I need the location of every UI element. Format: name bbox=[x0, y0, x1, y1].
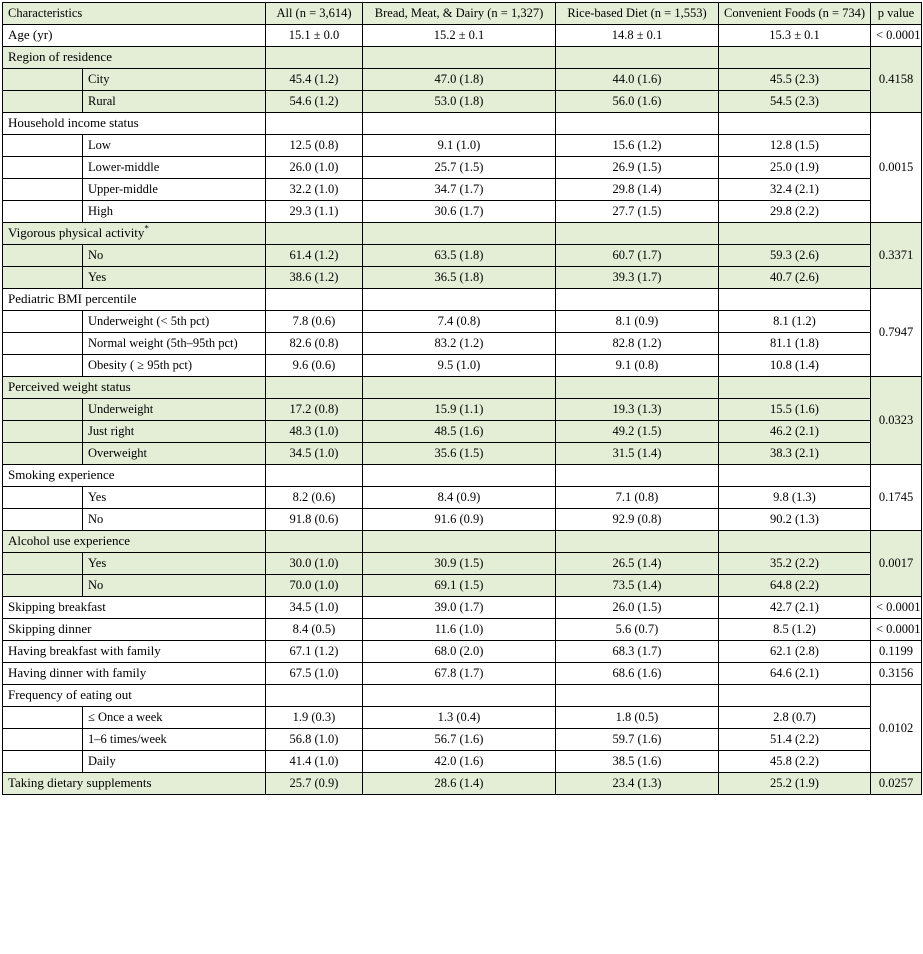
row-value-cell: 2.8 (0.7) bbox=[719, 707, 871, 729]
row-label: Pediatric BMI percentile bbox=[3, 289, 266, 311]
row-value-cell: 8.1 (0.9) bbox=[556, 311, 719, 333]
row-value-cell: 26.0 (1.0) bbox=[266, 157, 363, 179]
table-row bbox=[3, 157, 922, 179]
row-value-cell: 35.6 (1.5) bbox=[363, 443, 556, 465]
table-row bbox=[3, 179, 922, 201]
row-value-cell: 17.2 (0.8) bbox=[266, 399, 363, 421]
row-sublabel: Underweight (< 5th pct) bbox=[83, 311, 266, 333]
table-row bbox=[3, 377, 922, 399]
row-sublabel: Upper-middle bbox=[83, 179, 266, 201]
row-value-cell bbox=[266, 113, 363, 135]
row-value-cell bbox=[266, 531, 363, 553]
table-row bbox=[3, 289, 922, 311]
row-value-cell bbox=[266, 47, 363, 69]
row-value-cell: 56.0 (1.6) bbox=[556, 91, 719, 113]
row-indent-cell bbox=[3, 201, 83, 223]
table-row bbox=[3, 729, 922, 751]
row-value-cell: 38.6 (1.2) bbox=[266, 267, 363, 289]
row-value-cell: 9.5 (1.0) bbox=[363, 355, 556, 377]
row-sublabel: High bbox=[83, 201, 266, 223]
row-label: Perceived weight status bbox=[3, 377, 266, 399]
row-value-cell: 25.7 (1.5) bbox=[363, 157, 556, 179]
row-value-cell: 49.2 (1.5) bbox=[556, 421, 719, 443]
row-value-cell: 23.4 (1.3) bbox=[556, 773, 719, 795]
row-value-cell: 45.8 (2.2) bbox=[719, 751, 871, 773]
row-value-cell: 46.2 (2.1) bbox=[719, 421, 871, 443]
header-rice-based-diet: Rice-based Diet (n = 1,553) bbox=[556, 3, 719, 25]
row-value-cell: 91.6 (0.9) bbox=[363, 509, 556, 531]
table-row bbox=[3, 69, 922, 91]
row-value-cell: 38.5 (1.6) bbox=[556, 751, 719, 773]
row-value-cell bbox=[719, 47, 871, 69]
row-value-cell: 15.1 ± 0.0 bbox=[266, 25, 363, 47]
row-value-cell: 56.8 (1.0) bbox=[266, 729, 363, 751]
table-row bbox=[3, 553, 922, 575]
row-label: Alcohol use experience bbox=[3, 531, 266, 553]
row-value-cell: 10.8 (1.4) bbox=[719, 355, 871, 377]
row-label: Region of residence bbox=[3, 47, 266, 69]
row-value-cell: 92.9 (0.8) bbox=[556, 509, 719, 531]
table-row bbox=[3, 773, 922, 795]
row-label: Having breakfast with family bbox=[3, 641, 266, 663]
row-value-cell: 63.5 (1.8) bbox=[363, 245, 556, 267]
row-value-cell: 81.1 (1.8) bbox=[719, 333, 871, 355]
row-value-cell bbox=[556, 685, 719, 707]
row-value-cell bbox=[363, 685, 556, 707]
row-value-cell: 67.1 (1.2) bbox=[266, 641, 363, 663]
table-row bbox=[3, 685, 922, 707]
row-p-value: 0.4158 bbox=[871, 47, 922, 113]
row-value-cell bbox=[363, 465, 556, 487]
row-label: Skipping breakfast bbox=[3, 597, 266, 619]
row-value-cell bbox=[719, 531, 871, 553]
row-sublabel: Overweight bbox=[83, 443, 266, 465]
row-value-cell bbox=[363, 113, 556, 135]
row-value-cell: 25.2 (1.9) bbox=[719, 773, 871, 795]
row-value-cell: 31.5 (1.4) bbox=[556, 443, 719, 465]
row-value-cell: 5.6 (0.7) bbox=[556, 619, 719, 641]
row-value-cell: 26.9 (1.5) bbox=[556, 157, 719, 179]
row-sublabel: No bbox=[83, 245, 266, 267]
row-p-value: 0.0015 bbox=[871, 113, 922, 223]
row-value-cell: 70.0 (1.0) bbox=[266, 575, 363, 597]
row-value-cell: 15.2 ± 0.1 bbox=[363, 25, 556, 47]
row-value-cell: 42.7 (2.1) bbox=[719, 597, 871, 619]
header-all: All (n = 3,614) bbox=[266, 3, 363, 25]
table-body bbox=[3, 25, 922, 795]
row-label: Frequency of eating out bbox=[3, 685, 266, 707]
row-p-value: 0.3371 bbox=[871, 223, 922, 289]
row-label: Taking dietary supplements bbox=[3, 773, 266, 795]
row-p-value: 0.1199 bbox=[871, 641, 922, 663]
row-value-cell: 1.9 (0.3) bbox=[266, 707, 363, 729]
row-value-cell: 64.6 (2.1) bbox=[719, 663, 871, 685]
row-p-value: < 0.0001 bbox=[871, 597, 922, 619]
row-value-cell bbox=[266, 685, 363, 707]
table-row bbox=[3, 509, 922, 531]
row-value-cell: 8.4 (0.5) bbox=[266, 619, 363, 641]
row-indent-cell bbox=[3, 157, 83, 179]
row-value-cell: 47.0 (1.8) bbox=[363, 69, 556, 91]
row-sublabel: Just right bbox=[83, 421, 266, 443]
row-indent-cell bbox=[3, 245, 83, 267]
row-sublabel: Daily bbox=[83, 751, 266, 773]
row-sublabel: No bbox=[83, 509, 266, 531]
row-p-value: 0.0323 bbox=[871, 377, 922, 465]
row-value-cell: 35.2 (2.2) bbox=[719, 553, 871, 575]
table-row bbox=[3, 487, 922, 509]
row-value-cell: 12.8 (1.5) bbox=[719, 135, 871, 157]
table-row bbox=[3, 223, 922, 245]
row-indent-cell bbox=[3, 311, 83, 333]
row-value-cell: 40.7 (2.6) bbox=[719, 267, 871, 289]
table-row bbox=[3, 465, 922, 487]
row-indent-cell bbox=[3, 509, 83, 531]
row-value-cell: 7.4 (0.8) bbox=[363, 311, 556, 333]
row-sublabel: ≤ Once a week bbox=[83, 707, 266, 729]
row-value-cell: 62.1 (2.8) bbox=[719, 641, 871, 663]
table-row bbox=[3, 47, 922, 69]
table-row bbox=[3, 641, 922, 663]
row-value-cell: 48.3 (1.0) bbox=[266, 421, 363, 443]
table-row bbox=[3, 267, 922, 289]
row-value-cell: 68.6 (1.6) bbox=[556, 663, 719, 685]
row-value-cell: 29.8 (2.2) bbox=[719, 201, 871, 223]
row-indent-cell bbox=[3, 179, 83, 201]
row-value-cell bbox=[719, 223, 871, 245]
header-characteristics: Characteristics bbox=[3, 3, 266, 25]
table-row bbox=[3, 91, 922, 113]
row-value-cell: 51.4 (2.2) bbox=[719, 729, 871, 751]
row-indent-cell bbox=[3, 333, 83, 355]
row-p-value: < 0.0001 bbox=[871, 619, 922, 641]
row-indent-cell bbox=[3, 729, 83, 751]
footnote-marker: * bbox=[144, 223, 149, 234]
row-value-cell: 25.7 (0.9) bbox=[266, 773, 363, 795]
row-value-cell: 56.7 (1.6) bbox=[363, 729, 556, 751]
row-value-cell bbox=[556, 47, 719, 69]
table-row bbox=[3, 707, 922, 729]
row-value-cell: 25.0 (1.9) bbox=[719, 157, 871, 179]
row-value-cell: 32.4 (2.1) bbox=[719, 179, 871, 201]
row-value-cell: 45.4 (1.2) bbox=[266, 69, 363, 91]
row-p-value: 0.0257 bbox=[871, 773, 922, 795]
characteristics-table bbox=[2, 2, 922, 795]
row-label: Age (yr) bbox=[3, 25, 266, 47]
row-label: Skipping dinner bbox=[3, 619, 266, 641]
row-indent-cell bbox=[3, 575, 83, 597]
row-value-cell: 29.3 (1.1) bbox=[266, 201, 363, 223]
table-row bbox=[3, 399, 922, 421]
row-label: Household income status bbox=[3, 113, 266, 135]
row-value-cell: 68.0 (2.0) bbox=[363, 641, 556, 663]
row-indent-cell bbox=[3, 707, 83, 729]
row-value-cell bbox=[266, 223, 363, 245]
row-value-cell: 8.5 (1.2) bbox=[719, 619, 871, 641]
row-value-cell: 26.0 (1.5) bbox=[556, 597, 719, 619]
row-value-cell: 54.6 (1.2) bbox=[266, 91, 363, 113]
row-value-cell: 44.0 (1.6) bbox=[556, 69, 719, 91]
row-value-cell: 39.3 (1.7) bbox=[556, 267, 719, 289]
row-value-cell: 32.2 (1.0) bbox=[266, 179, 363, 201]
row-value-cell: 9.6 (0.6) bbox=[266, 355, 363, 377]
row-value-cell: 15.6 (1.2) bbox=[556, 135, 719, 157]
row-value-cell bbox=[719, 685, 871, 707]
table-row bbox=[3, 531, 922, 553]
row-value-cell: 30.0 (1.0) bbox=[266, 553, 363, 575]
row-value-cell: 42.0 (1.6) bbox=[363, 751, 556, 773]
row-indent-cell bbox=[3, 553, 83, 575]
row-indent-cell bbox=[3, 751, 83, 773]
row-value-cell: 8.2 (0.6) bbox=[266, 487, 363, 509]
table-header bbox=[3, 3, 922, 25]
row-value-cell: 15.5 (1.6) bbox=[719, 399, 871, 421]
table-row bbox=[3, 355, 922, 377]
row-value-cell: 82.8 (1.2) bbox=[556, 333, 719, 355]
row-value-cell: 7.1 (0.8) bbox=[556, 487, 719, 509]
row-value-cell: 45.5 (2.3) bbox=[719, 69, 871, 91]
row-value-cell: 73.5 (1.4) bbox=[556, 575, 719, 597]
row-value-cell bbox=[363, 531, 556, 553]
row-p-value: 0.3156 bbox=[871, 663, 922, 685]
row-label: Smoking experience bbox=[3, 465, 266, 487]
row-value-cell: 11.6 (1.0) bbox=[363, 619, 556, 641]
row-value-cell: 9.8 (1.3) bbox=[719, 487, 871, 509]
row-value-cell bbox=[556, 113, 719, 135]
row-value-cell: 7.8 (0.6) bbox=[266, 311, 363, 333]
row-value-cell: 61.4 (1.2) bbox=[266, 245, 363, 267]
row-sublabel: Lower-middle bbox=[83, 157, 266, 179]
row-value-cell: 41.4 (1.0) bbox=[266, 751, 363, 773]
row-sublabel: City bbox=[83, 69, 266, 91]
row-sublabel: Yes bbox=[83, 267, 266, 289]
table-row bbox=[3, 245, 922, 267]
row-value-cell bbox=[556, 223, 719, 245]
row-value-cell: 83.2 (1.2) bbox=[363, 333, 556, 355]
row-sublabel: Obesity ( ≥ 95th pct) bbox=[83, 355, 266, 377]
header-row bbox=[3, 3, 922, 25]
row-indent-cell bbox=[3, 399, 83, 421]
table-row bbox=[3, 619, 922, 641]
row-value-cell bbox=[556, 465, 719, 487]
row-value-cell bbox=[719, 377, 871, 399]
row-value-cell: 34.5 (1.0) bbox=[266, 443, 363, 465]
row-value-cell bbox=[266, 465, 363, 487]
row-value-cell: 26.5 (1.4) bbox=[556, 553, 719, 575]
row-value-cell: 67.8 (1.7) bbox=[363, 663, 556, 685]
row-value-cell bbox=[363, 223, 556, 245]
row-value-cell: 91.8 (0.6) bbox=[266, 509, 363, 531]
row-value-cell: 1.3 (0.4) bbox=[363, 707, 556, 729]
row-sublabel: Underweight bbox=[83, 399, 266, 421]
row-sublabel: No bbox=[83, 575, 266, 597]
row-value-cell bbox=[719, 465, 871, 487]
row-value-cell bbox=[556, 289, 719, 311]
row-value-cell bbox=[719, 113, 871, 135]
row-value-cell: 28.6 (1.4) bbox=[363, 773, 556, 795]
row-value-cell: 34.5 (1.0) bbox=[266, 597, 363, 619]
row-value-cell: 64.8 (2.2) bbox=[719, 575, 871, 597]
row-value-cell bbox=[363, 377, 556, 399]
row-value-cell: 29.8 (1.4) bbox=[556, 179, 719, 201]
row-value-cell: 39.0 (1.7) bbox=[363, 597, 556, 619]
row-value-cell bbox=[266, 289, 363, 311]
row-value-cell: 59.3 (2.6) bbox=[719, 245, 871, 267]
row-value-cell: 69.1 (1.5) bbox=[363, 575, 556, 597]
table-row bbox=[3, 25, 922, 47]
row-value-cell: 19.3 (1.3) bbox=[556, 399, 719, 421]
header-bread-meat-dairy: Bread, Meat, & Dairy (n = 1,327) bbox=[363, 3, 556, 25]
row-value-cell bbox=[363, 47, 556, 69]
row-sublabel: Low bbox=[83, 135, 266, 157]
row-value-cell: 90.2 (1.3) bbox=[719, 509, 871, 531]
row-value-cell bbox=[719, 289, 871, 311]
row-value-cell: 15.3 ± 0.1 bbox=[719, 25, 871, 47]
table-row bbox=[3, 113, 922, 135]
row-indent-cell bbox=[3, 69, 83, 91]
row-p-value: 0.1745 bbox=[871, 465, 922, 531]
row-value-cell bbox=[556, 531, 719, 553]
row-p-value: 0.0102 bbox=[871, 685, 922, 773]
row-value-cell: 82.6 (0.8) bbox=[266, 333, 363, 355]
row-indent-cell bbox=[3, 267, 83, 289]
row-value-cell: 54.5 (2.3) bbox=[719, 91, 871, 113]
header-convenient-foods: Convenient Foods (n = 734) bbox=[719, 3, 871, 25]
table-row bbox=[3, 751, 922, 773]
table-row bbox=[3, 575, 922, 597]
row-value-cell: 12.5 (0.8) bbox=[266, 135, 363, 157]
row-value-cell: 59.7 (1.6) bbox=[556, 729, 719, 751]
table-row bbox=[3, 135, 922, 157]
row-value-cell: 30.9 (1.5) bbox=[363, 553, 556, 575]
row-indent-cell bbox=[3, 135, 83, 157]
row-value-cell: 60.7 (1.7) bbox=[556, 245, 719, 267]
table-row bbox=[3, 443, 922, 465]
row-value-cell: 34.7 (1.7) bbox=[363, 179, 556, 201]
row-label: Having dinner with family bbox=[3, 663, 266, 685]
row-sublabel: Rural bbox=[83, 91, 266, 113]
row-value-cell: 67.5 (1.0) bbox=[266, 663, 363, 685]
row-value-cell: 1.8 (0.5) bbox=[556, 707, 719, 729]
row-value-cell: 36.5 (1.8) bbox=[363, 267, 556, 289]
row-value-cell: 48.5 (1.6) bbox=[363, 421, 556, 443]
row-sublabel: Normal weight (5th–95th pct) bbox=[83, 333, 266, 355]
row-value-cell: 15.9 (1.1) bbox=[363, 399, 556, 421]
row-value-cell bbox=[363, 289, 556, 311]
row-p-value: 0.7947 bbox=[871, 289, 922, 377]
row-value-cell: 27.7 (1.5) bbox=[556, 201, 719, 223]
row-indent-cell bbox=[3, 421, 83, 443]
row-sublabel: Yes bbox=[83, 487, 266, 509]
row-indent-cell bbox=[3, 355, 83, 377]
row-sublabel: 1–6 times/week bbox=[83, 729, 266, 751]
row-value-cell bbox=[556, 377, 719, 399]
table-row bbox=[3, 421, 922, 443]
row-label: Vigorous physical activity* bbox=[3, 223, 266, 245]
header-p-value: p value bbox=[871, 3, 922, 25]
table-row bbox=[3, 333, 922, 355]
table-row bbox=[3, 597, 922, 619]
row-p-value: < 0.0001 bbox=[871, 25, 922, 47]
row-value-cell: 9.1 (0.8) bbox=[556, 355, 719, 377]
row-value-cell: 14.8 ± 0.1 bbox=[556, 25, 719, 47]
row-indent-cell bbox=[3, 487, 83, 509]
row-p-value: 0.0017 bbox=[871, 531, 922, 597]
row-value-cell: 38.3 (2.1) bbox=[719, 443, 871, 465]
row-value-cell: 8.1 (1.2) bbox=[719, 311, 871, 333]
row-value-cell: 9.1 (1.0) bbox=[363, 135, 556, 157]
row-value-cell: 53.0 (1.8) bbox=[363, 91, 556, 113]
row-value-cell bbox=[266, 377, 363, 399]
row-value-cell: 8.4 (0.9) bbox=[363, 487, 556, 509]
row-sublabel: Yes bbox=[83, 553, 266, 575]
table-row bbox=[3, 201, 922, 223]
row-value-cell: 30.6 (1.7) bbox=[363, 201, 556, 223]
row-indent-cell bbox=[3, 91, 83, 113]
row-indent-cell bbox=[3, 443, 83, 465]
row-value-cell: 68.3 (1.7) bbox=[556, 641, 719, 663]
table-row bbox=[3, 311, 922, 333]
table-row bbox=[3, 663, 922, 685]
